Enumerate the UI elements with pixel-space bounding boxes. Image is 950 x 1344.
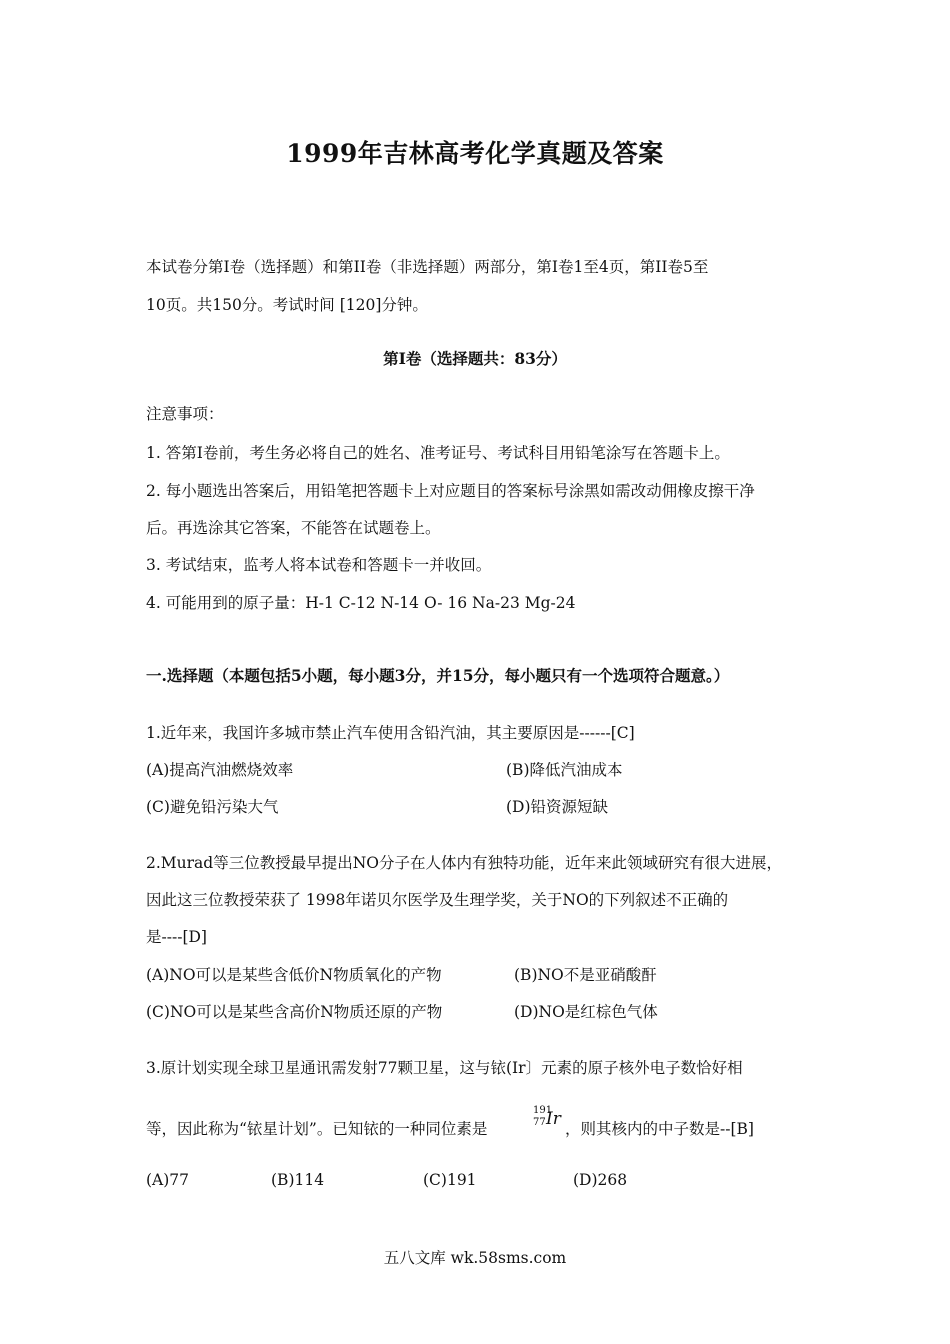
- note-item-3: 3. 考试结束，监考人将本试卷和答题卡一并收回。: [146, 556, 492, 574]
- q2-stem-1: 2.Murad等三位教授最早提出NO分子在人体内有独特功能，近年来此领域研究有很大进展，: [146, 854, 782, 872]
- note-item-2-cont: 后。再选涂其它答案，不能答在试题卷上。: [146, 519, 441, 537]
- note-item-1: 1. 答第Ⅰ卷前，考生务必将自己的姓名、准考证号、考试科目用铅笔涂写在答题卡上。: [146, 444, 730, 462]
- q2-option-d: (D)NO是红棕色气体: [514, 1003, 658, 1021]
- page-title: 1999年吉林高考化学真题及答案: [286, 139, 664, 168]
- q3-option-b: (B)114: [271, 1171, 325, 1189]
- q1-option-d: (D)铅资源短缺: [506, 798, 609, 816]
- intro-line-2: 10页。共150分。考试时间 [120]分钟。: [146, 296, 428, 314]
- isotope-atomic-number: 77: [533, 1117, 546, 1128]
- part1-heading: 一.选择题（本题包括5小题，每小题3分，并15分，每小题只有一个选项符合题意。）: [146, 666, 730, 685]
- q3-stem-2b: ，则其核内的中子数是--[B]: [565, 1120, 754, 1138]
- q2-option-a: (A)NO可以是某些含低价N物质氧化的产物: [146, 966, 442, 984]
- note-item-2: 2. 每小题选出答案后，用铅笔把答题卡上对应题目的答案标号涂黑如需改动佣橡皮擦干净: [146, 482, 755, 500]
- intro-line-1: 本试卷分第Ⅰ卷（选择题）和第II卷（非选择题）两部分，第Ⅰ卷1至4页，第II卷5至: [146, 258, 709, 276]
- q2-stem-3: 是----[D]: [146, 928, 207, 946]
- isotope-notation: [533, 1105, 563, 1135]
- q1-stem: 1.近年来，我国许多城市禁止汽车使用含铅汽油，其主要原因是------[C]: [146, 724, 635, 742]
- q3-option-a: (A)77: [146, 1171, 190, 1189]
- isotope-mass-number: 191: [533, 1105, 553, 1116]
- q1-option-b: (B)降低汽油成本: [506, 761, 623, 779]
- q3-option-d: (D)268: [573, 1171, 628, 1189]
- isotope-symbol: Ir: [546, 1109, 561, 1129]
- q1-option-a: (A)提高汽油燃烧效率: [146, 761, 294, 779]
- q3-stem-1: 3.原计划实现全球卫星通讯需发射77颗卫星，这与铱(Ir〕元素的原子核外电子数恰好相: [146, 1059, 743, 1077]
- q3-stem-2a: 等，因此称为“铱星计划”。已知铱的一种同位素是: [146, 1120, 488, 1138]
- q2-stem-2: 因此这三位教授荣获了 1998年诺贝尔医学及生理学奖，关于NO的下列叙述不正确的: [146, 891, 729, 909]
- q3-option-c: (C)191: [423, 1171, 477, 1189]
- q1-option-c: (C)避免铅污染大气: [146, 798, 279, 816]
- note-item-4: 4. 可能用到的原子量：H-1 C-12 N-14 O- 16 Na-23 Mg-24: [146, 594, 576, 612]
- q2-option-c: (C)NO可以是某些含高价N物质还原的产物: [146, 1003, 443, 1021]
- section-heading: 第Ⅰ卷（选择题共：83分）: [383, 349, 567, 368]
- footer-watermark[interactable]: 五八文库 wk.58sms.com: [383, 1249, 567, 1267]
- notes-heading: 注意事项：: [146, 405, 224, 423]
- q2-option-b: (B)NO不是亚硝酸酐: [514, 966, 657, 984]
